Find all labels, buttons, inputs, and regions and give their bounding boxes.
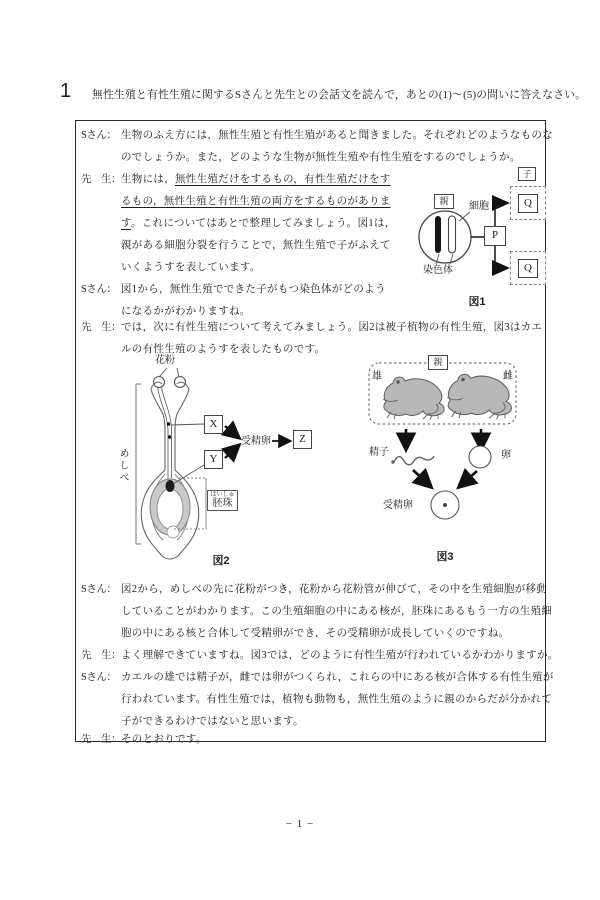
p-box [484, 226, 506, 246]
figure3-diagram [356, 356, 551, 570]
ovule-label-box [207, 490, 238, 511]
dialog-line [81, 733, 207, 746]
line-text: 生物のふえ方には，無性生殖と有性生殖があると聞きました。それぞれどのようなものな [121, 130, 553, 141]
dialog-line [81, 605, 552, 618]
egg-cell [166, 480, 175, 492]
line-text: よく理解できていますね。図3では，どのように有性生殖が行われているかわかりますか。 [121, 650, 559, 661]
speaker-label: Sさん： [81, 672, 117, 683]
parent-label-box [428, 355, 448, 370]
line-text: 図2から，めしべの先に花粉がつき，花粉から花粉管が伸びて，その中を生殖細胞が移動 [121, 584, 548, 595]
speaker-label: 先 生： [81, 174, 121, 185]
chromosome-light [449, 216, 456, 253]
dialog-line [81, 649, 559, 662]
parent-label: 親 [439, 196, 449, 206]
y-box [204, 450, 223, 469]
question-heading: 無性生殖と有性生殖に関するSさんと先生との会話文を読んで，あとの(1)～(5)の問いに答えなさい。 [92, 89, 587, 101]
figure2-caption: 図2 [212, 555, 230, 567]
speaker-label: 先 生： [81, 650, 121, 661]
egg-icon [469, 446, 491, 468]
line-text: のでしょうか。また，どのような生物が無性生殖や有性生殖をするのでしょうか。 [121, 152, 521, 163]
dialog-line [81, 173, 391, 186]
child-cell-dashed-box [510, 186, 546, 220]
female-label: 雌 [503, 371, 513, 382]
speaker-label: 先 生： [81, 322, 121, 333]
dialog-line [81, 693, 552, 706]
line-text: いくようすを表しています。 [121, 262, 261, 273]
chromosome-dark [435, 216, 441, 253]
figure3-caption: 図3 [436, 551, 454, 563]
line-text: では，次に有性生殖について考えてみましょう。図2は被子植物の有性生殖，図3はカエ [121, 322, 543, 333]
ovule-label: 胚珠 [212, 498, 233, 509]
line-underline: るもの，無性生殖と有性生殖の両方をするものがありま [121, 196, 391, 207]
q-box [518, 259, 538, 278]
q-box [518, 194, 538, 213]
line-text: 図1から，無性生殖でできた子がもつ染色体がどのよう [121, 284, 386, 295]
line-text: になるかがわかりますね。 [121, 306, 251, 317]
figure2 [101, 356, 331, 570]
chromosome-label: 染色体 [423, 265, 453, 276]
dialog-line [81, 151, 521, 164]
line-underline: す [121, 218, 131, 229]
line-text: カエルの雄では精子が，雌では卵がつくられ，これらの中にある核が合体する有性生殖が [121, 672, 554, 683]
child-label: 子 [522, 169, 532, 179]
cell-label: 細胞 [469, 201, 489, 212]
figure1 [406, 165, 546, 313]
dialog-line [81, 283, 386, 296]
line-text: 胞の中にある核と合体して受精卵ができ，その受精卵が成長していくのですね。 [121, 628, 510, 639]
fertilized-egg-label: 受精卵 [241, 436, 271, 447]
line-underline: 無性生殖だけをするもの，有性生殖だけをす [175, 174, 391, 185]
dialog-line [81, 583, 547, 596]
q-label: Q [524, 196, 532, 209]
dialog-line [81, 261, 261, 274]
z-label: Z [299, 433, 306, 445]
x-label: X [209, 418, 218, 430]
page-number: − 1 − [285, 818, 315, 830]
child-cell-dashed-box [510, 251, 546, 285]
dialog-line [81, 627, 509, 640]
line-text: そのとおりです。 [121, 734, 207, 745]
figure1-caption: 図1 [468, 296, 486, 308]
male-label: 雄 [372, 371, 382, 382]
pistil-label: めしべ [117, 448, 128, 484]
y-label: Y [209, 453, 218, 465]
dialog-line [81, 671, 554, 684]
speaker-label: Sさん： [81, 284, 117, 295]
frog-male-icon [383, 377, 444, 420]
dialog-line [81, 129, 553, 142]
p-label: P [491, 229, 499, 241]
parent-label-box [434, 194, 454, 209]
egg-label: 卵 [501, 450, 511, 461]
speaker-label: Sさん： [81, 584, 117, 595]
frog-female-icon [447, 374, 511, 419]
x-box [204, 415, 223, 434]
line-text: 親がある細胞分裂を行うことで，無性生殖で子がふえて [121, 240, 391, 251]
speaker-label: Sさん： [81, 130, 117, 141]
dialog-line [81, 195, 391, 208]
dialog-line [81, 239, 391, 252]
pollen-tube [158, 387, 169, 482]
question-number: 1 [60, 80, 72, 102]
z-box [293, 430, 312, 449]
child-label-box [518, 167, 536, 181]
dialog-line [81, 343, 325, 356]
line-text: 生物には， [121, 174, 175, 185]
pollen-label: 花粉 [155, 355, 175, 366]
dialog-box [75, 120, 559, 745]
line-text: ルの有性生殖のようすを表したものです。 [121, 344, 326, 355]
q-label: Q [524, 261, 532, 274]
dialog-line [81, 305, 251, 318]
speaker-label: 先 生： [81, 734, 121, 745]
dialog-line [81, 715, 304, 728]
parent-label: 親 [433, 357, 443, 367]
cell-circle [419, 211, 471, 263]
sperm-label: 精子 [369, 447, 389, 458]
ovule-furigana: はいしゅ [210, 492, 235, 498]
dialog-line [81, 321, 542, 334]
line-text: 行われています。有性生殖では，植物も動物も，無性生殖のように親のからだが分かれて [121, 694, 553, 705]
line-text: 子ができるわけではないと思います。 [121, 716, 304, 727]
figure3 [356, 356, 551, 570]
line-text: していることがわかります。この生殖細胞の中にある核が，胚珠にあるもう一方の生殖細 [121, 606, 553, 617]
dialog-line [81, 217, 396, 230]
fertilized-egg-label: 受精卵 [383, 500, 413, 511]
line-text: 。これについてはあとで整理してみましょう。図1は， [130, 218, 396, 229]
